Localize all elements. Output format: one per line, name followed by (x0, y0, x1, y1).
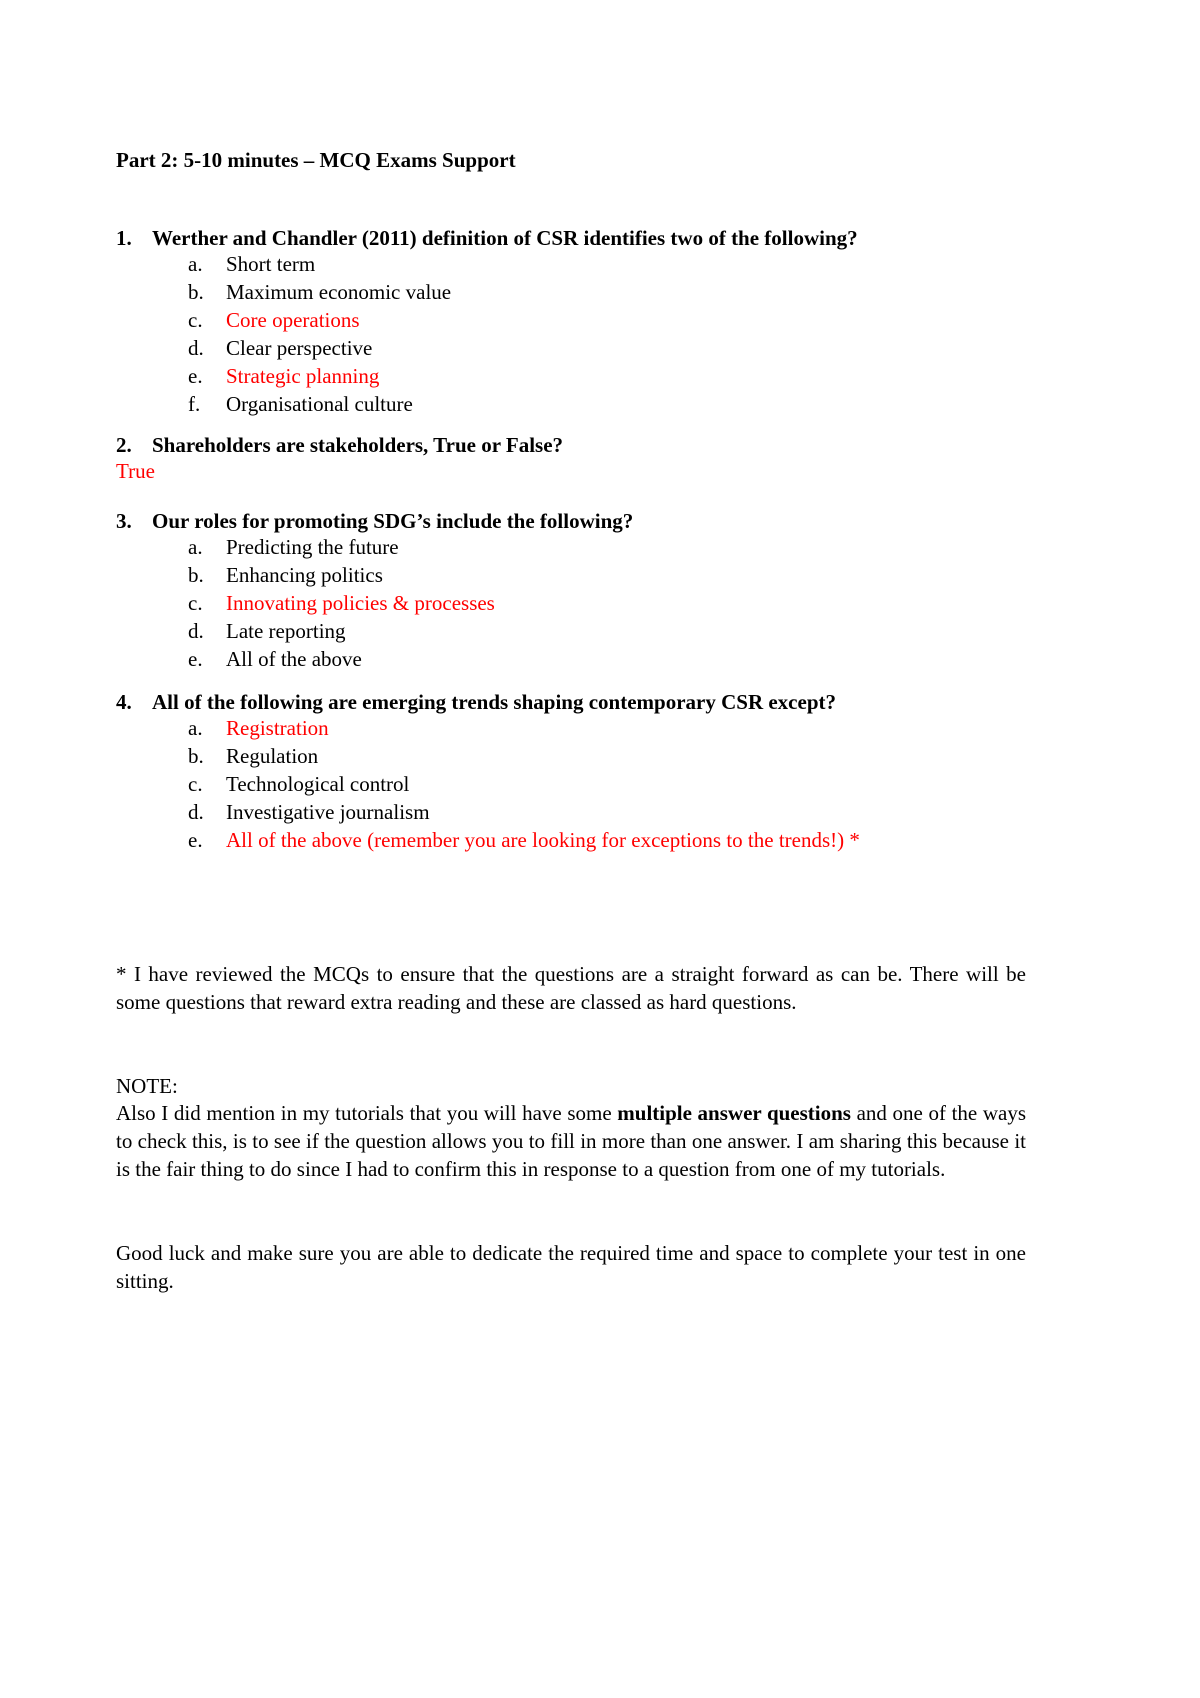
option-item (188, 250, 451, 278)
option-letter: d. (188, 336, 204, 360)
option-letter: b. (188, 744, 204, 768)
question-3 (116, 507, 633, 535)
option-text: Registration (226, 716, 329, 740)
option-letter: c. (188, 308, 203, 332)
option-letter: c. (188, 591, 203, 615)
option-item (188, 798, 860, 826)
option-letter: d. (188, 619, 204, 643)
option-text: Organisational culture (226, 392, 413, 416)
question-number: 1. (116, 226, 132, 250)
question-text: Werther and Chandler (2011) definition of CSR identifies two of the following? (152, 226, 858, 250)
option-item (188, 617, 495, 645)
option-text: Clear perspective (226, 336, 373, 360)
note-text-after: and one of the ways to check this, is to see if the question allows you to fill in more than one answer. I am sharing this because it is the fair thing to do since I had to confirm this in response to a question from one of my tutorials. (116, 1101, 1026, 1181)
option-item-correct (188, 714, 860, 742)
option-letter: b. (188, 280, 204, 304)
question-text: Our roles for promoting SDG’s include the following? (152, 509, 634, 533)
option-item-correct (188, 589, 495, 617)
option-letter: c. (188, 772, 203, 796)
question-number: 3. (116, 509, 132, 533)
option-letter: a. (188, 252, 203, 276)
question-1 (116, 224, 858, 252)
option-letter: b. (188, 563, 204, 587)
question-text: Shareholders are stakeholders, True or False? (152, 433, 564, 457)
note-paragraph (116, 1099, 1026, 1183)
option-item (188, 742, 860, 770)
question-1-options (188, 250, 451, 418)
option-letter: e. (188, 828, 203, 852)
option-text: Maximum economic value (226, 280, 452, 304)
option-letter: d. (188, 800, 204, 824)
page-title: Part 2: 5-10 minutes – MCQ Exams Support (116, 148, 516, 172)
option-text: Regulation (226, 744, 319, 768)
note-bold-text: multiple answer questions (617, 1101, 851, 1125)
option-item (188, 645, 495, 673)
question-2-answer: True (116, 459, 155, 483)
option-letter: a. (188, 535, 203, 559)
footnote-paragraph: * I have reviewed the MCQs to ensure that the questions are a straight forward as can be. There will be some questions that reward extra reading and these are classed as hard questions. (116, 962, 1026, 1014)
option-text: Core operations (226, 308, 360, 332)
question-4 (116, 688, 836, 716)
option-text: Strategic planning (226, 364, 380, 388)
option-item-correct (188, 362, 451, 390)
option-text: Late reporting (226, 619, 346, 643)
option-letter: e. (188, 364, 203, 388)
option-letter: e. (188, 647, 203, 671)
option-item (188, 770, 860, 798)
question-number: 4. (116, 690, 132, 714)
option-text: All of the above (remember you are looking for exceptions to the trends!) * (226, 828, 860, 852)
option-item (188, 334, 451, 362)
option-text: Innovating policies & processes (226, 591, 495, 615)
option-item (188, 390, 451, 418)
question-2 (116, 431, 563, 459)
option-item-correct (188, 826, 860, 854)
option-item (188, 561, 495, 589)
option-item (188, 278, 451, 306)
note-text-before: Also I did mention in my tutorials that you will have some (116, 1101, 618, 1125)
option-text: Short term (226, 252, 316, 276)
option-text: All of the above (226, 647, 362, 671)
question-4-options (188, 714, 860, 854)
option-text: Predicting the future (226, 535, 399, 559)
question-text: All of the following are emerging trends shaping contemporary CSR except? (152, 690, 836, 714)
note-heading: NOTE: (116, 1074, 178, 1098)
option-text: Investigative journalism (226, 800, 430, 824)
option-letter: a. (188, 716, 203, 740)
question-3-options (188, 533, 495, 673)
option-text: Technological control (226, 772, 410, 796)
option-item-correct (188, 306, 451, 334)
option-text: Enhancing politics (226, 563, 383, 587)
closing-paragraph: Good luck and make sure you are able to dedicate the required time and space to complete your test in one sitting. (116, 1241, 1026, 1293)
option-item (188, 533, 495, 561)
question-number: 2. (116, 433, 132, 457)
option-letter: f. (188, 392, 201, 416)
